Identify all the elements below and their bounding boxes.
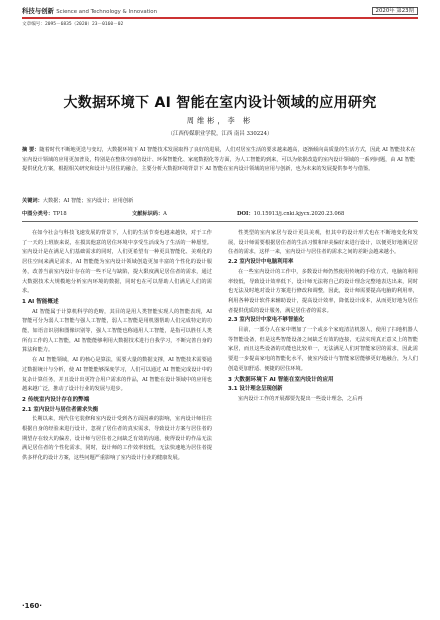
header-rule xyxy=(22,17,418,19)
body-paragraph: 长期以来，现代住宅装修和室内设计受到各方面因素的影响，室内设计师往往根据自身的经验来进行设计，忽视了居住者的真实需求，导致设计方案与居住者的期望存在较大的偏差，设计师与居住者之间缺乏有效的沟通，使得设计的作品无法满足居住者的个性化需求，同时，设计师的工作效率较低，无法快速地为居住者提供多样化的设计方案，这些问题严重影响了室内设计行业的健康发展。 xyxy=(22,416,212,462)
body-paragraph: 在如今社会与科技飞速发展的背景下，人们的生活节奏也越来越快，对于工作了一天的上班族来说，在摸其他意的居住环境中享受生活成为了生活的一种愿望。室内设计是在满足人们基础需求的同时，人们更希望有一种更具智能化、美观化的居住空间来满足需求，AI 智能能为室内设计领域创造更加丰富的个性化的设计服务，改善当前室内设计存在的一些不足与缺陷，提大限度满足居住者的需求，通过大数据技术大规模地分析室内环境的数据，同时也在可以帮助人们满足人们的需求。 xyxy=(22,230,212,295)
keywords-text: 大数据；AI 智能；室内设计；应用创新 xyxy=(42,198,134,204)
doc-code-label: 文献标识码： xyxy=(132,211,164,217)
section-heading: 2.1 室内设计与居住者需求失衡 xyxy=(22,406,99,413)
body-paragraph: 在 AI 智能领域，AI 的核心是算法，需要大量的数据支撑，AI 智能技术需要通过数据统计与分析，使 AI 智能能够深度学习，人们可以通过 AI 智能完成设计中的复杂计算任务，并且设计出更符合用户需求的作品，AI 智能在设计领域中的应用也越来越广泛，推动了设计行业的发展与进步。 xyxy=(22,357,212,393)
doc-code-field xyxy=(132,210,167,217)
section-heading: 2.2 室内设计中电脑利用率 xyxy=(228,259,294,266)
body-column-right xyxy=(228,229,418,405)
body-column-left xyxy=(22,229,212,464)
doi-field xyxy=(237,210,344,217)
doi-label: DOI： xyxy=(237,211,254,217)
issue-label xyxy=(372,6,418,14)
section-heading: 2 传统室内设计存在的弊端 xyxy=(22,396,90,403)
section-heading: 1 AI 智能概述 xyxy=(22,298,59,305)
abstract-label: 摘 要： xyxy=(22,147,40,153)
journal-header xyxy=(22,6,418,18)
article-authors: 周维彬，李 彬 xyxy=(186,116,254,125)
body-paragraph: 性类型的室内家居与设计更具美观，但其中的设计形式也在不断地变化和发展，设计师需要根据居住者的生活习惯和审美偏好来进行设计，以便更好地满足居住者的需求，这样一来，室内设计与居住者的需求之间的差距会越来越小。 xyxy=(228,230,418,256)
clc-field xyxy=(22,210,67,217)
journal-name-en: Science and Technology & Innovation xyxy=(56,9,158,15)
article-number: 文章编号：2095－6835（2020）23－0160－02 xyxy=(22,22,124,27)
section-heading: 2.3 室内设计中家电不够智能化 xyxy=(228,317,305,324)
abstract-divider xyxy=(22,221,418,222)
keywords-label: 关键词： xyxy=(22,198,43,204)
body-paragraph: 室内设计工作的开展都要先提出一些设计理念，之后再 xyxy=(238,395,363,402)
doc-code-value: A xyxy=(163,211,167,217)
issue-box: 2020年 第23期 xyxy=(372,7,418,15)
journal-name xyxy=(22,6,157,15)
abstract xyxy=(22,146,418,175)
body-paragraph: AI 智能属于计算机科学的范畴，其目的是用人类智能实现人的智能表现，AI 智能可分为弱人工智能与强人工智能，弱人工智能是用机器帮助人们完成特定的功能，如语音识别和图像识别等，强人工智能也称通用人工智能，是指可以胜任人类所有工作的人工智能，AI 智能能够利用大数据技术进行自我学习，不断完善自身的算法和能力。 xyxy=(22,308,212,354)
keywords xyxy=(22,197,418,204)
section-heading: 3.1 设计理念呈现创新 xyxy=(228,386,283,393)
clc-value: TP18 xyxy=(53,211,67,217)
section-heading: 3 大数据环境下 AI 智能在室内设计的应用 xyxy=(228,376,334,383)
page-number: ·160· xyxy=(22,602,42,610)
abstract-text: 随着时代不断地更迭与变幻，大数据环境下 AI 智能技术发展取得了良好的进展，人们对居室生活的要求越来越高，逐渐倾向高质量的生活方式，因此 AI 智能技术在室内设计领域的应用更加普及，特别是在整体空间的设计、环保智能化、家庭数据化等方面，为人工智能的到来，可以为依据改造的室内设计领域的一系列问题，由 AI 智能提供优化方案，根据相关研究和设计与居住的融合，主要分析大数据环境背景下 AI 智能在室内设计领域的应用与创新，也为未来的发展提供参考与借鉴。 xyxy=(22,147,416,173)
article-title: 大数据环境下 AI 智能在室内设计领域的应用研究 xyxy=(63,95,377,111)
body-paragraph: 目前，一部分人在家中增加了一个或多个家庭清洁机器人，使用了扫地机器人等智能设备，但是这些智能设备之间缺乏有效的连接，无法实现真正意义上的智能家居，而且这些设备的功能也比较单一，无法满足人们对智能家居的需求，因此需要进一步提高家电的智能化水平，使室内设计与智能家居能够更好地融合，为人们创造更加舒适、便捷的居住环境。 xyxy=(228,327,418,372)
clc-label: 中图分类号： xyxy=(22,211,54,217)
journal-name-cn: 科技与创新 xyxy=(22,7,54,15)
article-affiliation: （江西传媒职业学院，江西 南昌 330224） xyxy=(167,131,273,137)
doi-value: 10.15913/j.cnki.kjycx.2020.23.068 xyxy=(253,211,345,217)
body-paragraph: 在一些室内设计的工作中，多数设计师仍然使用传统的手绘方式，电脑的利用率较低，导致设计效率低下，设计师无法将自己的设计理念完整地表达出来，同时也无法及时地对设计方案进行修改和调整，因此，设计师需要提高电脑的利用率，利用各种设计软件来辅助设计，提高设计效率，降低设计成本，从而更好地为居住者提供优质的设计服务，满足居住者的需求。 xyxy=(228,268,418,314)
